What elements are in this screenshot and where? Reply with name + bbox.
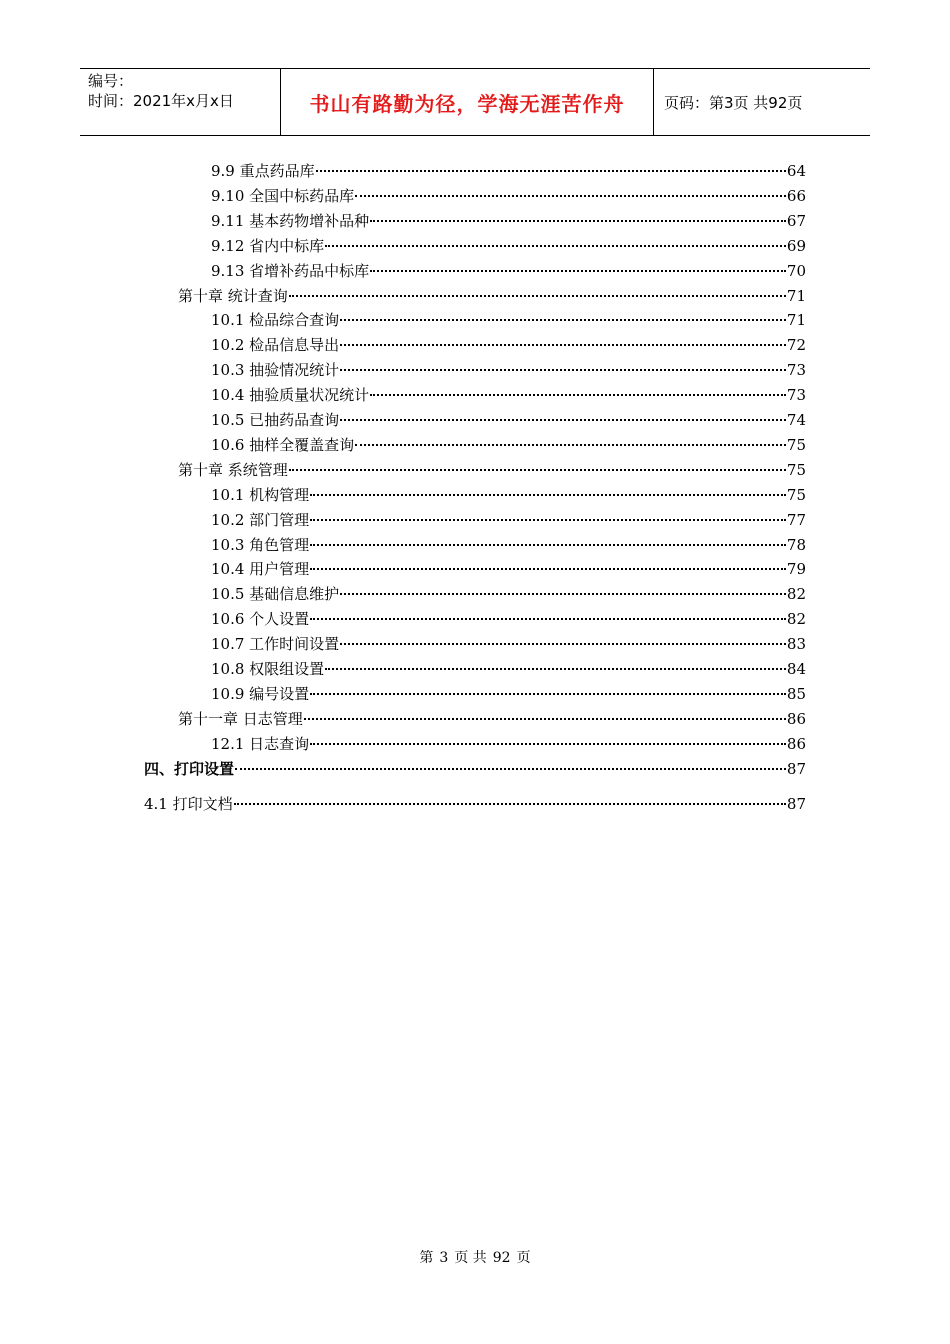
- footer-mid: 页 共: [454, 1250, 487, 1266]
- toc-entry-title: 10.7 工作时间设置: [211, 635, 340, 654]
- toc-entry[interactable]: [178, 707, 806, 731]
- toc-entry[interactable]: [211, 358, 806, 382]
- toc-entry-page: 87: [786, 794, 806, 813]
- toc-entry[interactable]: [144, 792, 806, 816]
- toc-entry-page: 84: [786, 660, 806, 678]
- toc-leader-dots: [310, 693, 786, 695]
- toc-entry-page: 86: [786, 734, 806, 753]
- toc-entry-title: 12.1 日志查询: [211, 734, 310, 753]
- toc-entry[interactable]: [211, 607, 806, 631]
- toc-entry-title: 第十章 统计查询: [178, 286, 288, 305]
- toc-entry[interactable]: [211, 483, 806, 507]
- toc-entry-page: 74: [786, 411, 806, 429]
- header-meta: [80, 69, 281, 135]
- header-code-label: 编号：: [88, 72, 134, 90]
- toc-entry[interactable]: [211, 433, 806, 457]
- toc-leader-dots: [340, 344, 786, 346]
- toc-entry-title: 10.4 抽验质量状况统计: [211, 386, 370, 405]
- footer-suffix: 页: [516, 1250, 531, 1266]
- toc-entry-page: 86: [786, 709, 806, 728]
- toc-entry[interactable]: [211, 557, 806, 581]
- toc-entry-page: 72: [786, 336, 806, 355]
- toc-entry-title: 10.2 检品信息导出: [211, 336, 340, 355]
- toc-entry-title: 9.10 全国中标药品库: [211, 186, 355, 205]
- toc-leader-dots: [310, 568, 786, 570]
- toc-entry-page: 75: [786, 435, 806, 454]
- toc-entry-title: 10.6 抽样全覆盖查询: [211, 435, 355, 454]
- toc-entry-title: 10.9 编号设置: [211, 684, 310, 703]
- toc-leader-dots: [370, 394, 786, 396]
- toc-leader-dots: [370, 270, 786, 272]
- footer-prefix: 第: [419, 1250, 434, 1266]
- header-time-label: 时间：2021年x月x日: [88, 92, 234, 110]
- toc-entry-title: 9.9 重点药品库: [211, 162, 315, 180]
- header-motto: 书山有路勤为径，学海无涯苦作舟: [281, 69, 654, 135]
- toc-leader-dots: [355, 195, 786, 197]
- toc-leader-dots: [340, 593, 786, 595]
- toc-entry-title: 10.5 基础信息维护: [211, 585, 340, 604]
- toc-entry-title: 4.1 打印文档: [144, 794, 233, 813]
- footer-current-page: 3: [439, 1250, 449, 1266]
- toc-entry[interactable]: [211, 234, 806, 258]
- toc-entry-page: 73: [786, 386, 806, 405]
- toc-entry-title: 10.5 已抽药品查询: [211, 411, 340, 429]
- footer-total-pages: 92: [492, 1250, 511, 1266]
- toc-leader-dots: [289, 295, 786, 297]
- toc-leader-dots: [310, 544, 786, 546]
- toc-entry-page: 82: [786, 610, 806, 629]
- toc-entry-page: 70: [786, 261, 806, 280]
- toc-entry[interactable]: [211, 632, 806, 656]
- toc-entry[interactable]: [211, 259, 806, 283]
- toc-entry[interactable]: [144, 757, 806, 781]
- toc-entry[interactable]: [211, 533, 806, 557]
- toc-entry-title: 10.4 用户管理: [211, 560, 310, 579]
- toc-entry[interactable]: [211, 159, 806, 183]
- toc-entry-title: 10.2 部门管理: [211, 510, 310, 529]
- toc-entry-title: 10.1 检品综合查询: [211, 311, 340, 330]
- toc-leader-dots: [289, 469, 786, 471]
- toc-entry[interactable]: [178, 284, 806, 308]
- toc-leader-dots: [370, 220, 786, 222]
- toc-entry-title: 10.8 权限组设置: [211, 660, 325, 678]
- toc-entry-page: 85: [786, 684, 806, 703]
- toc-entry[interactable]: [211, 408, 806, 432]
- toc-entry-page: 64: [786, 162, 806, 180]
- page-footer: [0, 1247, 950, 1267]
- toc-leader-dots: [316, 170, 786, 172]
- toc-entry-title: 10.3 抽验情况统计: [211, 361, 340, 380]
- toc-entry-page: 71: [786, 286, 806, 305]
- toc-entry-title: 10.6 个人设置: [211, 610, 310, 629]
- toc-entry-page: 82: [786, 585, 806, 604]
- toc-entry[interactable]: [178, 458, 806, 482]
- toc-leader-dots: [340, 419, 786, 421]
- toc-entry-page: 78: [786, 535, 806, 554]
- toc-entry-page: 77: [786, 510, 806, 529]
- toc-entry-page: 71: [786, 311, 806, 330]
- toc-entry-title: 9.11 基本药物增补品种: [211, 211, 370, 230]
- toc-entry-title: 第十章 系统管理: [178, 460, 288, 479]
- toc-entry-page: 79: [786, 560, 806, 579]
- toc-entry[interactable]: [211, 209, 806, 233]
- toc-leader-dots: [310, 743, 786, 745]
- toc-entry-page: 75: [786, 460, 806, 479]
- toc-leader-dots: [355, 444, 786, 446]
- toc-entry-title: 9.13 省增补药品中标库: [211, 261, 370, 280]
- toc-entry-page: 73: [786, 361, 806, 380]
- toc-leader-dots: [234, 803, 786, 805]
- toc-entry-page: 83: [786, 635, 806, 654]
- toc-entry-page: 75: [786, 485, 806, 504]
- toc-entry[interactable]: [211, 682, 806, 706]
- toc-entry-title: 10.1 机构管理: [211, 485, 310, 504]
- toc-entry-page: 66: [786, 186, 806, 205]
- toc-leader-dots: [340, 319, 786, 321]
- toc-leader-dots: [325, 245, 786, 247]
- toc-leader-dots: [310, 618, 786, 620]
- toc-entry[interactable]: [211, 732, 806, 756]
- toc-entry-title: 10.3 角色管理: [211, 535, 310, 554]
- toc-leader-dots: [340, 643, 786, 645]
- page-header: [80, 68, 870, 136]
- toc-leader-dots: [340, 369, 786, 371]
- toc-entry[interactable]: [211, 582, 806, 606]
- toc-entry-page: 67: [786, 211, 806, 230]
- toc-entry[interactable]: [211, 333, 806, 357]
- toc-entry[interactable]: [211, 657, 806, 681]
- toc-entry[interactable]: [211, 308, 806, 332]
- toc-entry-title: 9.12 省内中标库: [211, 236, 325, 255]
- toc-leader-dots: [325, 668, 786, 670]
- toc-entry-page: 87: [786, 759, 806, 778]
- toc-leader-dots: [235, 768, 786, 770]
- toc-leader-dots: [304, 718, 786, 720]
- toc-entry-title: 四、打印设置: [144, 759, 235, 778]
- toc-leader-dots: [310, 519, 786, 521]
- toc-entry[interactable]: [211, 184, 806, 208]
- toc-entry-page: 69: [786, 236, 806, 255]
- header-page-info: 页码：第3页 共92页: [664, 93, 803, 112]
- toc-entry[interactable]: [211, 508, 806, 532]
- toc-leader-dots: [310, 494, 786, 496]
- toc-entry-title: 第十一章 日志管理: [178, 709, 303, 728]
- toc-entry[interactable]: [211, 383, 806, 407]
